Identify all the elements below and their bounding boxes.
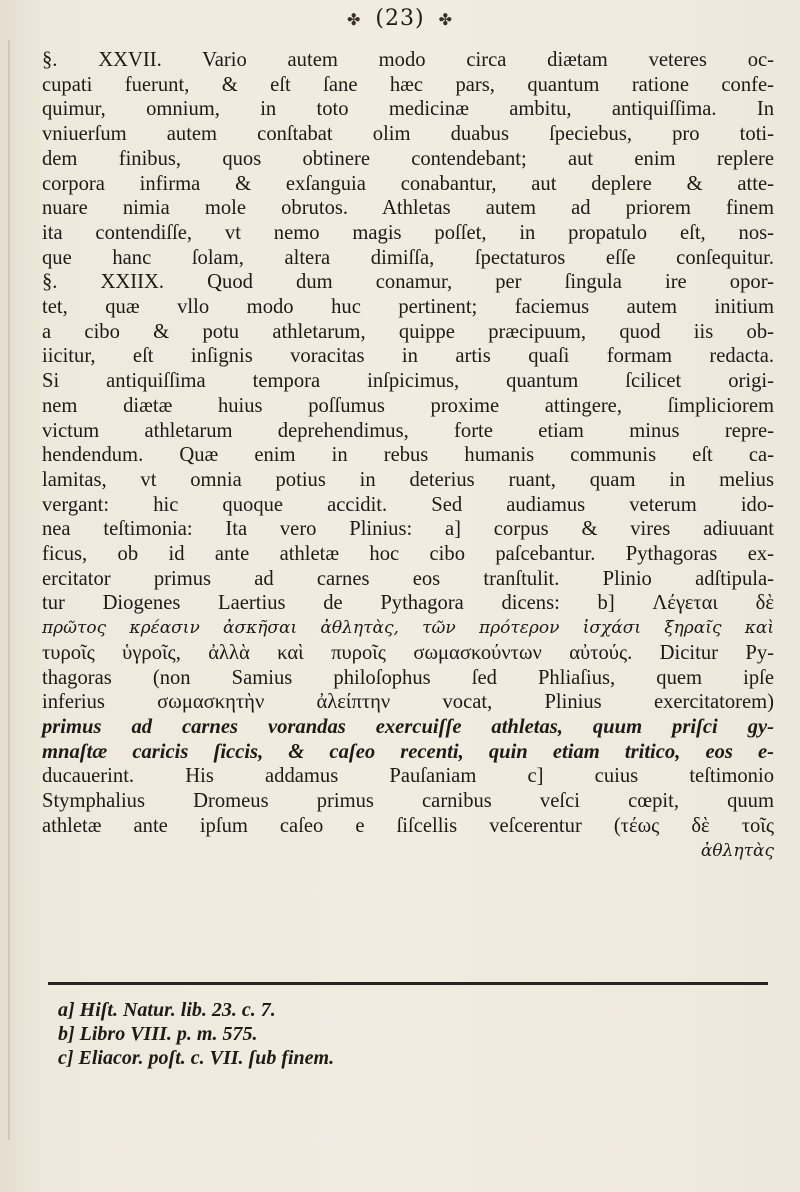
- text-line: cupati fuerunt, & eſt ſane hæc pars, quantum ratione confe-: [42, 73, 774, 96]
- text-line: §. XXIIX. Quod dum conamur, per ſingula ire opor-: [42, 271, 774, 294]
- text-line: τυροῖς ὑγροῖς, ἀλλὰ καὶ πυροῖς σωμασκούντων αὐτούς. Dicitur Py-: [42, 641, 774, 664]
- text-line: athletæ ante ipſum caſeo e ſiſcellis veſcerentur (τέως δὲ τοῖς: [42, 814, 774, 837]
- text-line: tur Diogenes Laertius de Pythagora dicens: b] Λέγεται δὲ: [42, 592, 774, 615]
- footnotes: [58, 998, 758, 1070]
- text-line: tet, quæ vllo modo huc pertinent; faciemus autem initium: [42, 296, 774, 319]
- text-line: a cibo & potu athletarum, quippe præcipuum, quod iis ob-: [42, 320, 774, 343]
- text-line: inferius σωμασκητὴν ἀλείπτην vocat, Plinius exercitatorem): [42, 691, 774, 714]
- text-line: thagoras (non Samius philoſophus ſed Phliaſius, quem ipſe: [42, 666, 774, 689]
- ornament-left: ✤: [347, 10, 362, 29]
- footnote: b] Libro VIII. p. m. 575.: [58, 1023, 258, 1045]
- text-line: §. XXVII. Vario autem modo circa diætam veteres oc-: [42, 49, 774, 71]
- text-line: lamitas, vt omnia potius in deterius ruant, quam in melius: [42, 468, 774, 491]
- text-line: Si antiquiſſima tempora inſpicimus, quantum ſcilicet origi-: [42, 370, 774, 393]
- text-line: victum athletarum deprehendimus, forte etiam minus repre-: [42, 419, 774, 442]
- page-edge-shadow: [8, 40, 10, 1140]
- page-header: [0, 6, 800, 31]
- text-line: vniuerſum autem conſtabat olim duabus ſpeciebus, pro toti-: [42, 123, 774, 146]
- footnote: a] Hiſt. Natur. lib. 23. c. 7.: [58, 999, 276, 1021]
- text-line: primus ad carnes vorandas exercuiſſe athletas, quum priſci gy-: [42, 715, 774, 738]
- text-line: que hanc ſolam, altera dimiſſa, ſpectaturos eſſe conſequitur.: [42, 246, 774, 269]
- catchword: ἀθλητὰς: [700, 840, 774, 861]
- text-line: nuare nimia mole obrutos. Athletas autem ad priorem finem: [42, 197, 774, 220]
- footnote-rule: [48, 982, 768, 985]
- text-line: ita contendiſſe, vt nemo magis poſſet, in propatulo eſt, nos-: [42, 221, 774, 244]
- text-line-greek: πρῶτος κρέασιν ἀσκῆσαι ἀθλητὰς, τῶν πρότερον ἰσχάσι ξηραῖς καὶ: [42, 618, 774, 639]
- text-line: ercitator primus ad carnes eos tranſtulit. Plinio adſtipula-: [42, 567, 774, 590]
- text-line: Stymphalius Dromeus primus carnibus veſci cœpit, quum: [42, 790, 774, 813]
- page-number: (23): [375, 6, 425, 31]
- footnote: c] Eliacor. poſt. c. VII. ſub finem.: [58, 1047, 335, 1069]
- text-line: dem finibus, quos obtinere contendebant; aut enim replere: [42, 147, 774, 170]
- text-line: nem diætæ huius poſſumus proxime attingere, ſimpliciorem: [42, 394, 774, 417]
- text-line: nea teſtimonia: Ita vero Plinius: a] corpus & vires adiuuant: [42, 518, 774, 541]
- text-line: mnaſtæ caricis ſiccis, & caſeo recenti, quin etiam tritico, eos e-: [42, 740, 774, 763]
- text-line: ducauerint. His addamus Pauſaniam c] cuius teſtimonio: [42, 765, 774, 788]
- text-line: vergant: hic quoque accidit. Sed audiamus veterum ido-: [42, 493, 774, 516]
- text-line: iicitur, eſt inſignis voracitas in artis quaſi formam redacta.: [42, 345, 774, 368]
- text-line: quimur, omnium, in toto medicinæ ambitu, antiquiſſima. In: [42, 98, 774, 121]
- body-text: [42, 48, 774, 863]
- text-line: ficus, ob id ante athletæ hoc cibo paſcebantur. Pythagoras ex-: [42, 543, 774, 566]
- text-line: hendendum. Quæ enim in rebus humanis communis eſt ca-: [42, 444, 774, 467]
- text-line: corpora infirma & exſanguia conabantur, aut deplere & atte-: [42, 172, 774, 195]
- ornament-right: ✤: [438, 10, 453, 29]
